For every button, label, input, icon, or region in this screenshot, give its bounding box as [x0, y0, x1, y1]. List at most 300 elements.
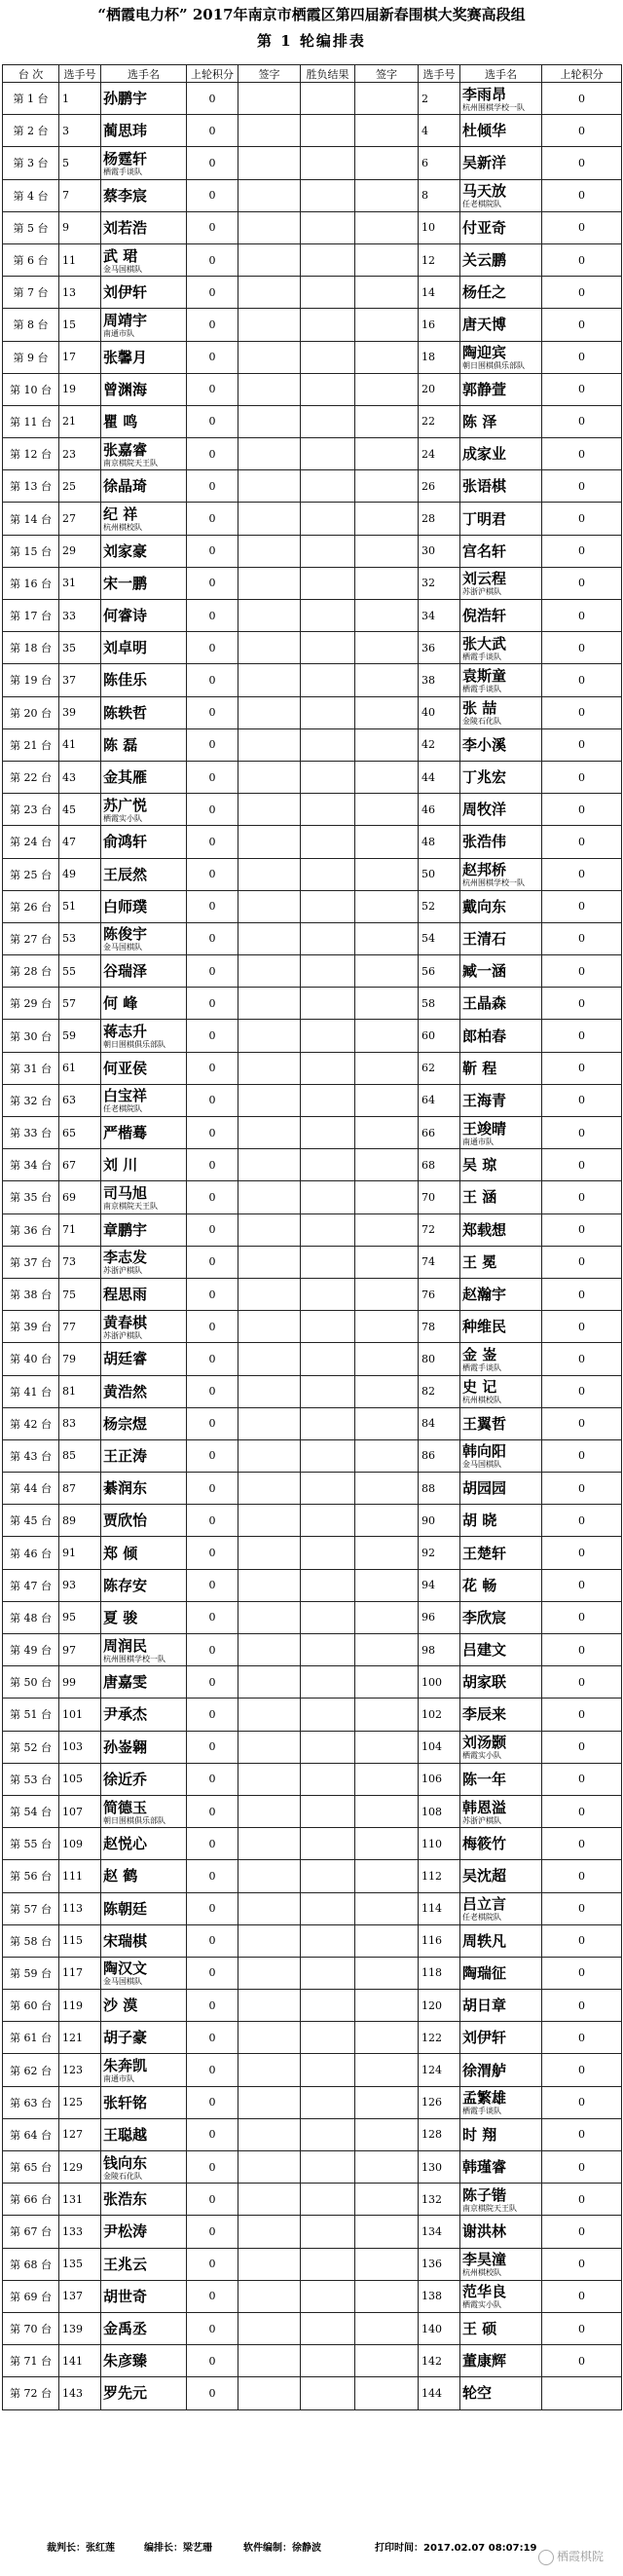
- player-b-signature[interactable]: [355, 1149, 419, 1181]
- player-b-name: 王楚轩: [462, 1544, 507, 1562]
- player-a-signature[interactable]: [238, 470, 301, 503]
- player-b-signature[interactable]: [355, 1020, 419, 1052]
- player-a-cell: [101, 1375, 187, 1407]
- result-cell[interactable]: [301, 2054, 355, 2086]
- player-b-signature[interactable]: [355, 1795, 419, 1827]
- player-a-number: 115: [59, 1924, 101, 1957]
- player-b-cell: [460, 2312, 542, 2344]
- player-a-score: 0: [187, 1666, 238, 1699]
- result-cell[interactable]: [301, 1246, 355, 1278]
- player-b-signature[interactable]: [355, 1601, 419, 1633]
- player-b-signature[interactable]: [355, 1407, 419, 1439]
- player-a-club: 朝日围棋俱乐部队: [103, 1815, 165, 1825]
- player-a-number: 105: [59, 1763, 101, 1795]
- player-a-score: 0: [187, 1473, 238, 1505]
- table-row: [3, 1699, 622, 1731]
- player-b-signature[interactable]: [355, 826, 419, 858]
- player-b-signature[interactable]: [355, 1731, 419, 1763]
- player-a-name: 刘家豪: [103, 541, 148, 560]
- result-cell[interactable]: [301, 1990, 355, 2022]
- player-a-signature[interactable]: [238, 2086, 301, 2118]
- player-b-signature[interactable]: [355, 405, 419, 437]
- result-cell[interactable]: [301, 2377, 355, 2409]
- table-row: [3, 1117, 622, 1149]
- player-b-signature[interactable]: [355, 535, 419, 567]
- table-row: [3, 1052, 622, 1084]
- player-b-name: 陶瑞征: [462, 1963, 507, 1982]
- player-b-signature[interactable]: [355, 83, 419, 115]
- player-b-signature[interactable]: [355, 632, 419, 664]
- player-a-signature[interactable]: [238, 2022, 301, 2054]
- player-b-signature[interactable]: [355, 922, 419, 954]
- result-cell[interactable]: [301, 858, 355, 890]
- result-cell[interactable]: [301, 503, 355, 535]
- player-a-signature[interactable]: [238, 1117, 301, 1149]
- player-b-score: 0: [542, 632, 622, 664]
- player-b-signature[interactable]: [355, 1278, 419, 1310]
- result-cell[interactable]: [301, 438, 355, 470]
- table-number: 第 8 台: [3, 309, 59, 341]
- result-cell[interactable]: [301, 1181, 355, 1213]
- player-a-signature[interactable]: [238, 858, 301, 890]
- player-b-signature[interactable]: [355, 1699, 419, 1731]
- player-b-signature[interactable]: [355, 115, 419, 147]
- result-cell[interactable]: [301, 1569, 355, 1601]
- result-cell[interactable]: [301, 1052, 355, 1084]
- player-a-number: 107: [59, 1795, 101, 1827]
- player-b-number: 122: [419, 2022, 460, 2054]
- table-row: [3, 2312, 622, 2344]
- player-b-signature[interactable]: [355, 858, 419, 890]
- player-b-signature[interactable]: [355, 2248, 419, 2280]
- player-a-signature[interactable]: [238, 1990, 301, 2022]
- player-a-signature[interactable]: [238, 277, 301, 309]
- result-cell[interactable]: [301, 373, 355, 405]
- player-b-signature[interactable]: [355, 1505, 419, 1537]
- player-b-club: 金陵石化队: [462, 717, 501, 727]
- result-cell[interactable]: [301, 988, 355, 1020]
- player-b-signature[interactable]: [355, 1213, 419, 1246]
- result-cell[interactable]: [301, 470, 355, 503]
- result-cell[interactable]: [301, 1343, 355, 1375]
- player-a-club: 杭州棋校队: [103, 523, 142, 533]
- player-a-signature[interactable]: [238, 2248, 301, 2280]
- player-a-signature[interactable]: [238, 503, 301, 535]
- player-a-score: 0: [187, 1084, 238, 1116]
- player-b-score: 0: [542, 2280, 622, 2312]
- player-a-signature[interactable]: [238, 1828, 301, 1860]
- player-b-number: 40: [419, 696, 460, 728]
- result-cell[interactable]: [301, 83, 355, 115]
- result-cell[interactable]: [301, 243, 355, 276]
- player-b-cell: [460, 1407, 542, 1439]
- player-a-signature[interactable]: [238, 1634, 301, 1666]
- player-b-signature[interactable]: [355, 1537, 419, 1569]
- player-a-number: 95: [59, 1601, 101, 1633]
- player-a-signature[interactable]: [238, 567, 301, 599]
- result-cell[interactable]: [301, 1666, 355, 1699]
- player-a-signature[interactable]: [238, 1957, 301, 1989]
- result-cell[interactable]: [301, 664, 355, 696]
- player-a-signature[interactable]: [238, 341, 301, 373]
- table-row: [3, 632, 622, 664]
- player-a-signature[interactable]: [238, 1246, 301, 1278]
- player-a-signature[interactable]: [238, 1311, 301, 1343]
- player-a-name: 陈佳乐: [103, 671, 148, 690]
- player-a-signature[interactable]: [238, 922, 301, 954]
- player-a-signature[interactable]: [238, 1439, 301, 1472]
- player-b-score: 0: [542, 1505, 622, 1537]
- player-b-signature[interactable]: [355, 2377, 419, 2409]
- player-a-signature[interactable]: [238, 405, 301, 437]
- player-b-cell: [460, 147, 542, 179]
- player-a-number: 137: [59, 2280, 101, 2312]
- player-a-signature[interactable]: [238, 1020, 301, 1052]
- player-b-signature[interactable]: [355, 890, 419, 922]
- result-cell[interactable]: [301, 1795, 355, 1827]
- player-a-signature[interactable]: [238, 2345, 301, 2377]
- player-b-signature[interactable]: [355, 2312, 419, 2344]
- result-cell[interactable]: [301, 1731, 355, 1763]
- result-cell[interactable]: [301, 1439, 355, 1472]
- player-a-signature[interactable]: [238, 1699, 301, 1731]
- player-b-signature[interactable]: [355, 1439, 419, 1472]
- player-a-name: 王兆云: [103, 2255, 148, 2273]
- player-a-signature[interactable]: [238, 373, 301, 405]
- player-b-signature[interactable]: [355, 2280, 419, 2312]
- player-a-signature[interactable]: [238, 179, 301, 211]
- player-a-score: 0: [187, 1052, 238, 1084]
- player-b-signature[interactable]: [355, 761, 419, 793]
- result-cell[interactable]: [301, 2280, 355, 2312]
- result-cell[interactable]: [301, 2086, 355, 2118]
- result-cell[interactable]: [301, 600, 355, 632]
- player-a-signature[interactable]: [238, 761, 301, 793]
- player-a-name: 纪 祥: [103, 505, 138, 524]
- player-a-name: 何睿诗: [103, 607, 148, 625]
- player-b-score: 0: [542, 2248, 622, 2280]
- player-b-signature[interactable]: [355, 567, 419, 599]
- player-a-number: 133: [59, 2216, 101, 2248]
- player-b-signature[interactable]: [355, 341, 419, 373]
- player-b-signature[interactable]: [355, 1666, 419, 1699]
- result-cell[interactable]: [301, 341, 355, 373]
- result-cell[interactable]: [301, 1311, 355, 1343]
- player-b-signature[interactable]: [355, 1892, 419, 1924]
- player-b-signature[interactable]: [355, 1181, 419, 1213]
- result-cell[interactable]: [301, 2216, 355, 2248]
- player-b-signature[interactable]: [355, 728, 419, 761]
- player-a-cell: [101, 2280, 187, 2312]
- player-b-signature[interactable]: [355, 988, 419, 1020]
- result-cell[interactable]: [301, 922, 355, 954]
- player-a-signature[interactable]: [238, 826, 301, 858]
- player-b-signature[interactable]: [355, 2022, 419, 2054]
- player-b-signature[interactable]: [355, 1084, 419, 1116]
- table-row: [3, 179, 622, 211]
- player-a-name: 何亚侯: [103, 1059, 148, 1077]
- result-cell[interactable]: [301, 1149, 355, 1181]
- result-cell[interactable]: [301, 1634, 355, 1666]
- player-a-club: 南通市队: [103, 2074, 134, 2084]
- player-a-name: 刘伊轩: [103, 283, 148, 302]
- player-a-signature[interactable]: [238, 794, 301, 826]
- player-a-number: 99: [59, 1666, 101, 1699]
- document-title: “栖霞电力杯” 2017年南京市栖霞区第四届新春围棋大奖赛高段组: [97, 6, 526, 23]
- player-a-signature[interactable]: [238, 1343, 301, 1375]
- player-a-signature[interactable]: [238, 115, 301, 147]
- result-cell[interactable]: [301, 211, 355, 243]
- player-a-signature[interactable]: [238, 1601, 301, 1633]
- player-a-signature[interactable]: [238, 2151, 301, 2184]
- player-a-cell: [101, 1343, 187, 1375]
- player-b-name: 王竣晴: [462, 1119, 507, 1138]
- player-a-signature[interactable]: [238, 1731, 301, 1763]
- player-b-signature[interactable]: [355, 1924, 419, 1957]
- table-number: 第 62 台: [3, 2054, 59, 2086]
- player-a-cell: [101, 2022, 187, 2054]
- player-a-signature[interactable]: [238, 2184, 301, 2216]
- player-b-signature[interactable]: [355, 179, 419, 211]
- result-cell[interactable]: [301, 1924, 355, 1957]
- result-cell[interactable]: [301, 2312, 355, 2344]
- player-a-signature[interactable]: [238, 83, 301, 115]
- player-a-signature[interactable]: [238, 2216, 301, 2248]
- player-b-signature[interactable]: [355, 600, 419, 632]
- result-cell[interactable]: [301, 2118, 355, 2150]
- result-cell[interactable]: [301, 1763, 355, 1795]
- player-b-number: 100: [419, 1666, 460, 1699]
- player-b-signature[interactable]: [355, 2054, 419, 2086]
- player-b-signature[interactable]: [355, 2216, 419, 2248]
- player-b-signature[interactable]: [355, 438, 419, 470]
- player-a-signature[interactable]: [238, 2377, 301, 2409]
- result-cell[interactable]: [301, 147, 355, 179]
- player-b-signature[interactable]: [355, 2184, 419, 2216]
- player-b-cell: [460, 1990, 542, 2022]
- result-cell[interactable]: [301, 696, 355, 728]
- result-cell[interactable]: [301, 1213, 355, 1246]
- player-a-cell: [101, 2054, 187, 2086]
- player-a-signature[interactable]: [238, 632, 301, 664]
- table-row: [3, 2086, 622, 2118]
- player-a-signature[interactable]: [238, 1537, 301, 1569]
- player-a-score: 0: [187, 922, 238, 954]
- player-b-signature[interactable]: [355, 1375, 419, 1407]
- player-b-signature[interactable]: [355, 1990, 419, 2022]
- table-row: [3, 567, 622, 599]
- player-b-signature[interactable]: [355, 373, 419, 405]
- result-cell[interactable]: [301, 1892, 355, 1924]
- player-b-cell: [460, 373, 542, 405]
- player-a-signature[interactable]: [238, 243, 301, 276]
- player-b-score: 0: [542, 179, 622, 211]
- player-a-signature[interactable]: [238, 1149, 301, 1181]
- player-b-signature[interactable]: [355, 1763, 419, 1795]
- player-b-signature[interactable]: [355, 503, 419, 535]
- result-cell[interactable]: [301, 955, 355, 988]
- result-cell[interactable]: [301, 890, 355, 922]
- player-a-cell: [101, 761, 187, 793]
- player-b-signature[interactable]: [355, 1343, 419, 1375]
- player-a-signature[interactable]: [238, 1763, 301, 1795]
- player-a-signature[interactable]: [238, 309, 301, 341]
- player-b-signature[interactable]: [355, 1860, 419, 1892]
- player-b-signature[interactable]: [355, 696, 419, 728]
- player-a-signature[interactable]: [238, 1375, 301, 1407]
- result-cell[interactable]: [301, 794, 355, 826]
- player-a-signature[interactable]: [238, 211, 301, 243]
- player-b-name: 胡日章: [462, 1997, 507, 2015]
- player-b-cell: [460, 1666, 542, 1699]
- result-cell[interactable]: [301, 115, 355, 147]
- player-b-score: 0: [542, 243, 622, 276]
- player-a-signature[interactable]: [238, 955, 301, 988]
- result-cell[interactable]: [301, 1860, 355, 1892]
- player-a-signature[interactable]: [238, 988, 301, 1020]
- player-b-score: 0: [542, 728, 622, 761]
- player-b-signature[interactable]: [355, 277, 419, 309]
- player-b-signature[interactable]: [355, 147, 419, 179]
- result-cell[interactable]: [301, 632, 355, 664]
- player-a-signature[interactable]: [238, 1407, 301, 1439]
- result-cell[interactable]: [301, 1699, 355, 1731]
- result-cell[interactable]: [301, 405, 355, 437]
- result-cell[interactable]: [301, 728, 355, 761]
- result-cell[interactable]: [301, 567, 355, 599]
- result-cell[interactable]: [301, 277, 355, 309]
- player-b-signature[interactable]: [355, 1117, 419, 1149]
- player-a-signature[interactable]: [238, 1181, 301, 1213]
- player-a-cell: [101, 1246, 187, 1278]
- player-a-number: 51: [59, 890, 101, 922]
- player-b-name: 时 翔: [462, 2125, 497, 2144]
- player-a-cell: [101, 179, 187, 211]
- player-a-signature[interactable]: [238, 1084, 301, 1116]
- player-b-signature[interactable]: [355, 2118, 419, 2150]
- player-a-signature[interactable]: [238, 1278, 301, 1310]
- player-b-cell: [460, 664, 542, 696]
- player-a-signature[interactable]: [238, 1860, 301, 1892]
- player-a-signature[interactable]: [238, 728, 301, 761]
- result-cell[interactable]: [301, 2248, 355, 2280]
- result-cell[interactable]: [301, 2345, 355, 2377]
- player-b-signature[interactable]: [355, 211, 419, 243]
- player-a-signature[interactable]: [238, 1795, 301, 1827]
- player-b-signature[interactable]: [355, 1569, 419, 1601]
- table-number: 第 11 台: [3, 405, 59, 437]
- player-b-signature[interactable]: [355, 1957, 419, 1989]
- player-a-number: 143: [59, 2377, 101, 2409]
- player-a-signature[interactable]: [238, 1924, 301, 1957]
- player-a-signature[interactable]: [238, 1505, 301, 1537]
- result-cell[interactable]: [301, 1537, 355, 1569]
- player-a-signature[interactable]: [238, 890, 301, 922]
- player-a-signature[interactable]: [238, 1569, 301, 1601]
- player-a-signature[interactable]: [238, 600, 301, 632]
- result-cell[interactable]: [301, 1084, 355, 1116]
- table-row: [3, 1375, 622, 1407]
- player-a-signature[interactable]: [238, 535, 301, 567]
- table-row: [3, 535, 622, 567]
- player-b-signature[interactable]: [355, 2086, 419, 2118]
- player-a-signature[interactable]: [238, 1473, 301, 1505]
- player-a-signature[interactable]: [238, 2312, 301, 2344]
- result-cell[interactable]: [301, 1375, 355, 1407]
- player-b-signature[interactable]: [355, 664, 419, 696]
- player-b-signature[interactable]: [355, 1828, 419, 1860]
- table-row: [3, 1439, 622, 1472]
- result-cell[interactable]: [301, 1117, 355, 1149]
- player-a-name: 王正涛: [103, 1446, 148, 1465]
- result-cell[interactable]: [301, 2184, 355, 2216]
- player-b-signature[interactable]: [355, 470, 419, 503]
- player-a-signature[interactable]: [238, 2118, 301, 2150]
- player-a-signature[interactable]: [238, 1213, 301, 1246]
- result-cell[interactable]: [301, 179, 355, 211]
- result-cell[interactable]: [301, 535, 355, 567]
- player-b-cell: [460, 341, 542, 373]
- player-b-signature[interactable]: [355, 1052, 419, 1084]
- player-b-signature[interactable]: [355, 309, 419, 341]
- result-cell[interactable]: [301, 2022, 355, 2054]
- result-cell[interactable]: [301, 761, 355, 793]
- player-a-signature[interactable]: [238, 696, 301, 728]
- result-cell[interactable]: [301, 1278, 355, 1310]
- result-cell[interactable]: [301, 1828, 355, 1860]
- player-b-name: 王晶森: [462, 994, 507, 1013]
- player-b-signature[interactable]: [355, 2345, 419, 2377]
- table-number: 第 35 台: [3, 1181, 59, 1213]
- player-b-signature[interactable]: [355, 955, 419, 988]
- result-cell[interactable]: [301, 1473, 355, 1505]
- player-b-number: 82: [419, 1375, 460, 1407]
- result-cell[interactable]: [301, 1601, 355, 1633]
- table-row: [3, 890, 622, 922]
- player-a-signature[interactable]: [238, 1052, 301, 1084]
- player-b-signature[interactable]: [355, 1246, 419, 1278]
- player-b-signature[interactable]: [355, 1634, 419, 1666]
- player-a-signature[interactable]: [238, 664, 301, 696]
- player-a-number: 57: [59, 988, 101, 1020]
- result-cell[interactable]: [301, 1957, 355, 1989]
- player-a-signature[interactable]: [238, 1892, 301, 1924]
- player-a-signature[interactable]: [238, 438, 301, 470]
- result-cell[interactable]: [301, 309, 355, 341]
- result-cell[interactable]: [301, 1505, 355, 1537]
- player-b-cell: [460, 2216, 542, 2248]
- player-a-number: 35: [59, 632, 101, 664]
- player-b-name: 吕建文: [462, 1641, 507, 1660]
- result-cell[interactable]: [301, 2151, 355, 2184]
- player-a-signature[interactable]: [238, 2054, 301, 2086]
- player-b-signature[interactable]: [355, 1473, 419, 1505]
- result-cell[interactable]: [301, 826, 355, 858]
- player-b-signature[interactable]: [355, 2151, 419, 2184]
- player-a-signature[interactable]: [238, 2280, 301, 2312]
- player-b-signature[interactable]: [355, 243, 419, 276]
- player-a-cell: [101, 988, 187, 1020]
- player-a-signature[interactable]: [238, 1666, 301, 1699]
- player-b-club: 任老棋院队: [462, 1913, 501, 1923]
- player-b-signature[interactable]: [355, 794, 419, 826]
- result-cell[interactable]: [301, 1020, 355, 1052]
- player-b-signature[interactable]: [355, 1311, 419, 1343]
- player-a-signature[interactable]: [238, 147, 301, 179]
- player-a-score: 0: [187, 438, 238, 470]
- table-number: 第 56 台: [3, 1860, 59, 1892]
- result-cell[interactable]: [301, 1407, 355, 1439]
